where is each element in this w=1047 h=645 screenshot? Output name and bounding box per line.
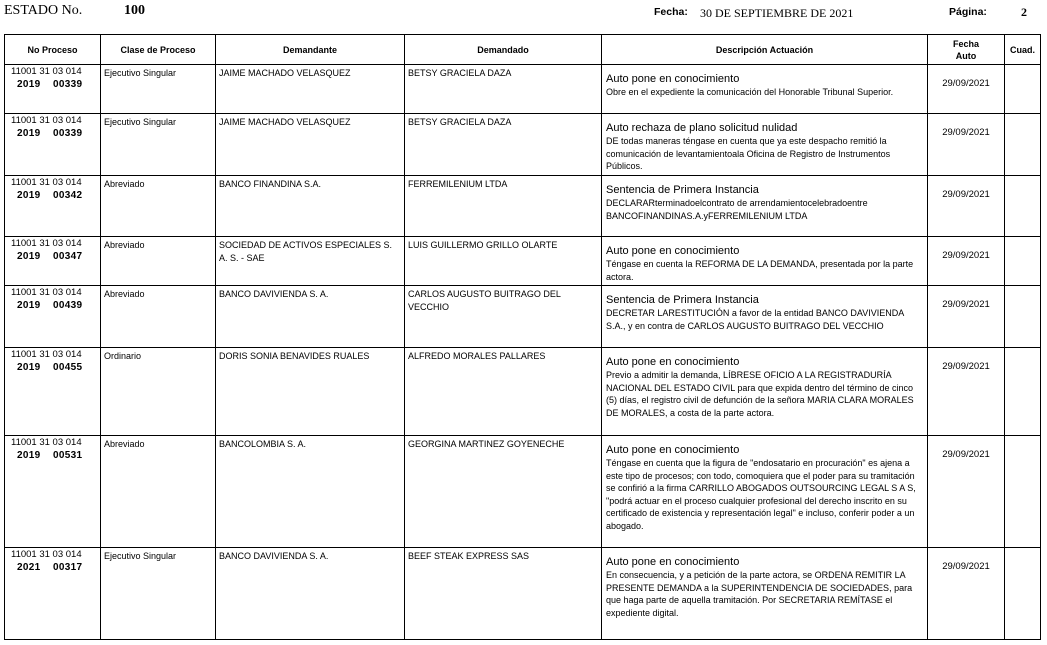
cell-fecha-auto: 29/09/2021	[928, 65, 1005, 114]
actuacion-tipo: Auto pone en conocimiento	[606, 245, 740, 257]
actuacion-tipo: Sentencia de Primera Instancia	[606, 184, 759, 196]
proceso-year-number	[11, 362, 98, 375]
proceso-code: 11001 31 03 014	[11, 115, 82, 126]
estado-label: ESTADO No.	[4, 3, 83, 18]
col-fecha-auto	[928, 35, 1005, 65]
proceso-year-number	[11, 128, 98, 141]
cell-clase: Abreviado	[101, 237, 216, 286]
cell-cuad	[1005, 237, 1041, 286]
col-fecha-auto-line1: Fecha	[952, 38, 979, 49]
col-clase: Clase de Proceso	[101, 35, 216, 65]
col-fecha-auto-line2: Auto	[955, 50, 977, 61]
actuacion-detalle: Téngase en cuenta que la figura de "endosatario en procuración" es ajena a este tipo de procesos; con todo, comoquiera que el poder para su tramitación se confirió a la firma CARRILLO ABOGADOS OUTSOURCING LEGAL S A S, "podrá actuar en el proceso cualquier profesional del derecho inscrito en su certificado de existencia y representación legal" e incluso, conferir poder a un abogado.	[606, 458, 916, 531]
proceso-year: 2019	[17, 361, 41, 373]
cell-fecha-auto: 29/09/2021	[928, 114, 1005, 176]
actuacion-tipo: Auto pone en conocimiento	[606, 356, 740, 368]
cell-clase: Abreviado	[101, 436, 216, 548]
cell-demandante: SOCIEDAD DE ACTIVOS ESPECIALES S. A. S. - SAE	[216, 237, 405, 286]
actuacion-detalle: Previo a admitir la demanda, LÍBRESE OFICIO A LA REGISTRADURÍA NACIONAL DEL ESTADO CIVIL para que expida dentro del término de cinco (5) días, el registro civil de defunción de la señora MARIA CLARA MORALES DE MORALES, a costa de la parte actora.	[606, 370, 914, 418]
pagina-value: 2	[1021, 5, 1027, 19]
cell-demandante: DORIS SONIA BENAVIDES RUALES	[216, 348, 405, 436]
actuaciones-table	[4, 34, 1041, 640]
fecha-label: Fecha:	[654, 6, 688, 18]
col-descripcion: Descripción Actuación	[602, 35, 928, 65]
table-row	[5, 348, 1041, 436]
cell-proceso	[5, 348, 101, 436]
cell-descripcion	[602, 65, 928, 114]
cell-clase: Abreviado	[101, 176, 216, 237]
cell-descripcion	[602, 548, 928, 640]
actuacion-detalle: En consecuencia, y a petición de la parte actora, se ORDENA REMITIR LA PRESENTE DEMANDA a la SUPERINTENDENCIA DE SOCIEDADES, para que haga parte de aquella tramitación. Por SECRETARIA REMÍTASE el expediente digital.	[606, 570, 913, 618]
cell-demandante: BANCO DAVIVIENDA S. A.	[216, 548, 405, 640]
cell-demandado: BETSY GRACIELA DAZA	[405, 65, 602, 114]
proceso-code: 11001 31 03 014	[11, 287, 82, 298]
proceso-number: 00531	[53, 449, 83, 461]
cell-descripcion	[602, 436, 928, 548]
cell-descripcion	[602, 114, 928, 176]
proceso-year: 2021	[17, 561, 41, 573]
proceso-number: 00342	[53, 189, 83, 201]
cell-demandado: CARLOS AUGUSTO BUITRAGO DEL VECCHIO	[405, 286, 602, 348]
col-cuad: Cuad.	[1005, 35, 1041, 65]
cell-demandante: JAIME MACHADO VELASQUEZ	[216, 65, 405, 114]
actuacion-detalle: DE todas maneras téngase en cuenta que ya este despacho remitió la comunicación de levantamientoala Oficina de Registro de Instrumentos Públicos.	[606, 136, 891, 171]
cell-proceso	[5, 548, 101, 640]
cell-fecha-auto: 29/09/2021	[928, 548, 1005, 640]
table-row	[5, 237, 1041, 286]
actuacion-tipo: Auto pone en conocimiento	[606, 73, 740, 85]
table-row	[5, 436, 1041, 548]
cell-cuad	[1005, 114, 1041, 176]
proceso-number: 00339	[53, 127, 83, 139]
cell-descripcion	[602, 348, 928, 436]
proceso-number: 00439	[53, 299, 83, 311]
table-header-row	[5, 35, 1041, 65]
proceso-year: 2019	[17, 127, 41, 139]
proceso-year-number	[11, 251, 98, 264]
proceso-number: 00317	[53, 561, 83, 573]
pagina-label: Página:	[949, 6, 987, 18]
cell-fecha-auto: 29/09/2021	[928, 237, 1005, 286]
proceso-year-number	[11, 300, 98, 313]
cell-clase: Ejecutivo Singular	[101, 548, 216, 640]
proceso-code: 11001 31 03 014	[11, 66, 82, 77]
cell-demandante: BANCOLOMBIA S. A.	[216, 436, 405, 548]
cell-descripcion	[602, 237, 928, 286]
cell-demandante: JAIME MACHADO VELASQUEZ	[216, 114, 405, 176]
cell-proceso	[5, 286, 101, 348]
page-header	[0, 0, 1047, 34]
cell-clase: Ejecutivo Singular	[101, 114, 216, 176]
proceso-year: 2019	[17, 250, 41, 262]
proceso-code: 11001 31 03 014	[11, 177, 82, 188]
cell-demandante: BANCO FINANDINA S.A.	[216, 176, 405, 237]
proceso-number: 00339	[53, 78, 83, 90]
cell-clase: Abreviado	[101, 286, 216, 348]
proceso-year: 2019	[17, 299, 41, 311]
cell-proceso	[5, 237, 101, 286]
cell-clase: Ejecutivo Singular	[101, 65, 216, 114]
estado-number: 100	[124, 3, 145, 18]
cell-proceso	[5, 436, 101, 548]
cell-demandado: FERREMILENIUM LTDA	[405, 176, 602, 237]
cell-demandado: BEEF STEAK EXPRESS SAS	[405, 548, 602, 640]
cell-cuad	[1005, 548, 1041, 640]
col-proceso: No Proceso	[5, 35, 101, 65]
actuacion-tipo: Auto pone en conocimiento	[606, 444, 740, 456]
col-demandado: Demandado	[405, 35, 602, 65]
proceso-code: 11001 31 03 014	[11, 437, 82, 448]
cell-demandado: GEORGINA MARTINEZ GOYENECHE	[405, 436, 602, 548]
actuacion-tipo: Auto rechaza de plano solicitud nulidad	[606, 122, 798, 134]
actuacion-detalle: DECLARARterminadoelcontrato de arrendamientocelebradoentre BANCOFINANDINAS.A.yFERREMILENIUM LTDA	[606, 198, 868, 221]
proceso-year: 2019	[17, 449, 41, 461]
actuacion-detalle: Obre en el expediente la comunicación del Honorable Tribunal Superior.	[606, 87, 894, 97]
actuacion-detalle: DECRETAR LARESTITUCIÓN a favor de la entidad BANCO DAVIVIENDA S.A., y en contra de CARLOS AUGUSTO BUITRAGO DEL VECCHIO	[606, 308, 904, 331]
proceso-code: 11001 31 03 014	[11, 238, 82, 249]
proceso-code: 11001 31 03 014	[11, 349, 82, 360]
cell-demandante: BANCO DAVIVIENDA S. A.	[216, 286, 405, 348]
proceso-year-number	[11, 562, 98, 575]
cell-descripcion	[602, 176, 928, 237]
cell-demandado: LUIS GUILLERMO GRILLO OLARTE	[405, 237, 602, 286]
cell-fecha-auto: 29/09/2021	[928, 348, 1005, 436]
cell-descripcion	[602, 286, 928, 348]
cell-cuad	[1005, 176, 1041, 237]
fecha-value: 30 DE SEPTIEMBRE DE 2021	[700, 6, 854, 20]
cell-cuad	[1005, 65, 1041, 114]
cell-cuad	[1005, 286, 1041, 348]
cell-cuad	[1005, 348, 1041, 436]
cell-fecha-auto: 29/09/2021	[928, 286, 1005, 348]
table-row	[5, 114, 1041, 176]
cell-fecha-auto: 29/09/2021	[928, 436, 1005, 548]
proceso-year: 2019	[17, 78, 41, 90]
proceso-number: 00347	[53, 250, 83, 262]
cell-demandado: ALFREDO MORALES PALLARES	[405, 348, 602, 436]
proceso-year-number	[11, 79, 98, 92]
proceso-number: 00455	[53, 361, 83, 373]
col-demandante: Demandante	[216, 35, 405, 65]
actuacion-tipo: Auto pone en conocimiento	[606, 556, 740, 568]
table-body	[5, 65, 1041, 640]
cell-fecha-auto: 29/09/2021	[928, 176, 1005, 237]
cell-proceso	[5, 65, 101, 114]
proceso-year-number	[11, 190, 98, 203]
table-row	[5, 286, 1041, 348]
actuacion-tipo: Sentencia de Primera Instancia	[606, 294, 759, 306]
table-row	[5, 65, 1041, 114]
actuacion-detalle: Téngase en cuenta la REFORMA DE LA DEMANDA, presentada por la parte actora.	[606, 259, 914, 282]
cell-demandado: BETSY GRACIELA DAZA	[405, 114, 602, 176]
cell-proceso	[5, 176, 101, 237]
proceso-year-number	[11, 450, 98, 463]
cell-clase: Ordinario	[101, 348, 216, 436]
table-row	[5, 176, 1041, 237]
table-row	[5, 548, 1041, 640]
proceso-year: 2019	[17, 189, 41, 201]
cell-proceso	[5, 114, 101, 176]
cell-cuad	[1005, 436, 1041, 548]
proceso-code: 11001 31 03 014	[11, 549, 82, 560]
